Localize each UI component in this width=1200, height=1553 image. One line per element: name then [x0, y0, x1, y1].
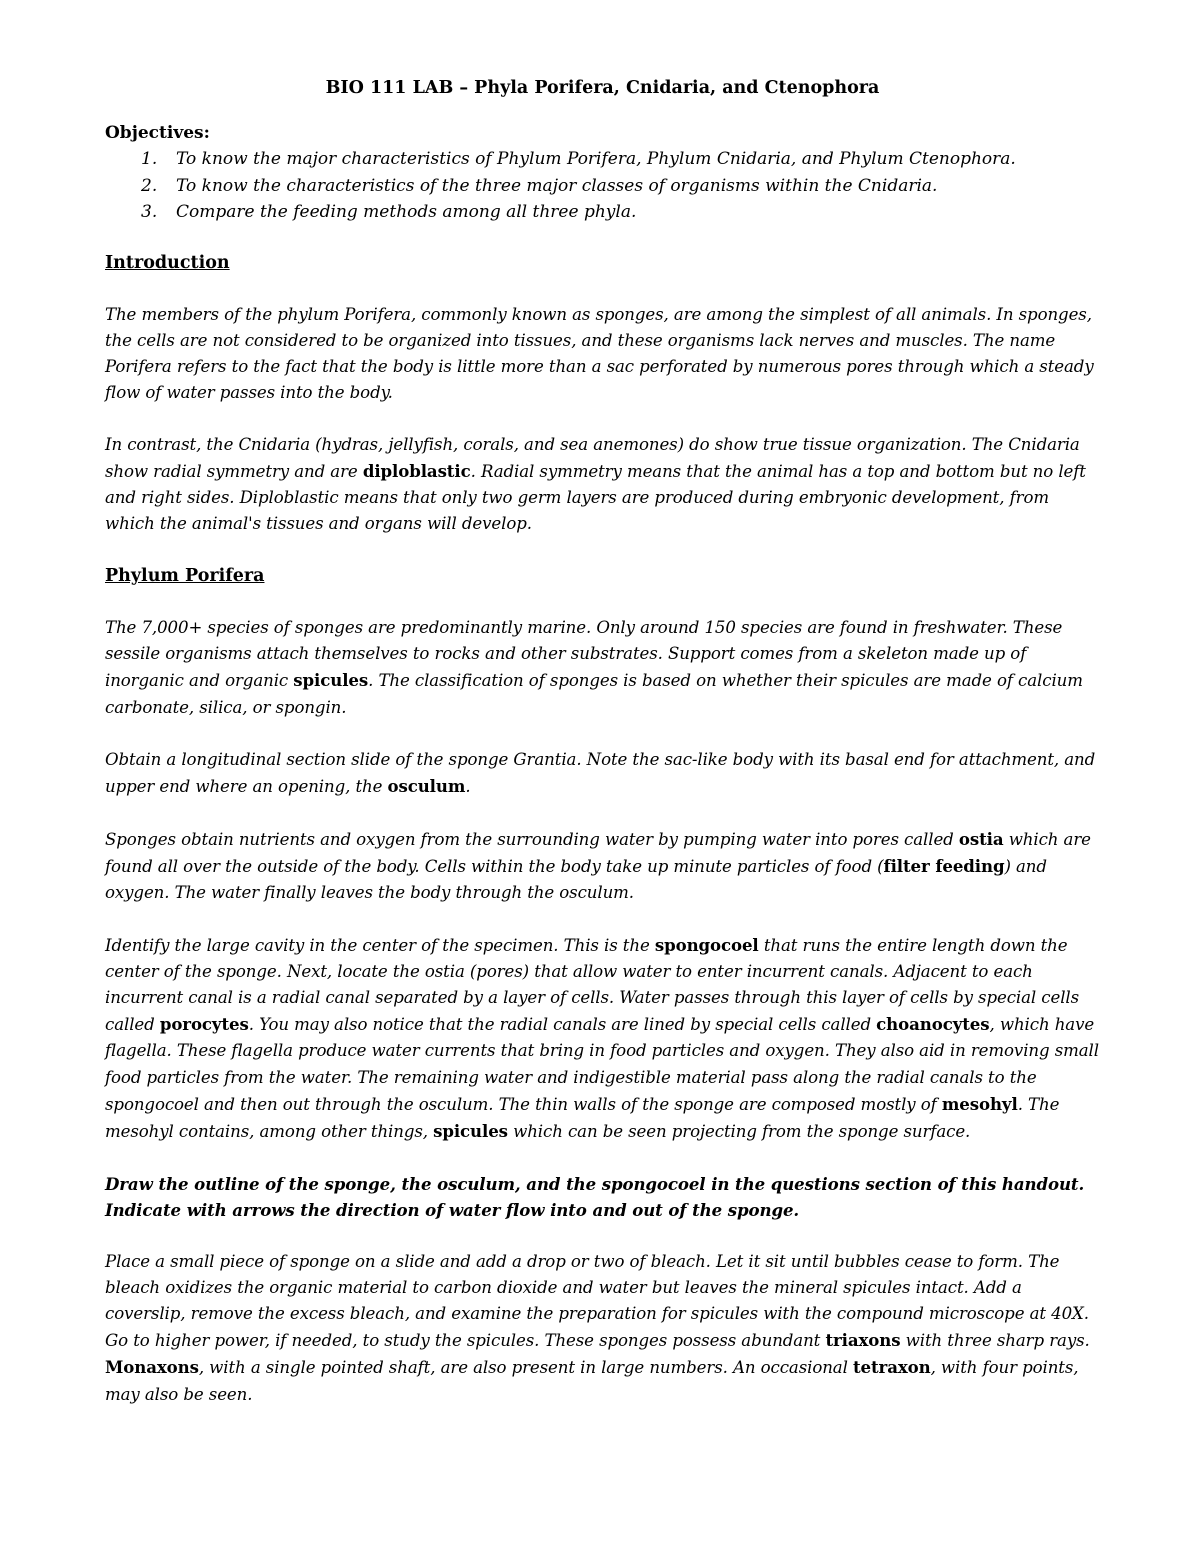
objectives-list [105, 146, 1100, 226]
objective-text: Compare the feeding methods among all three phyla. [176, 202, 637, 222]
key-term: choanocytes [876, 1014, 990, 1035]
text-run: , which have flagella. These flagella produce water currents that bring in food particles and oxygen. They also aid in removing small food particles from the water. The remaining water and indigestible material pass along the radial canals to the spongocoel and then out through the osculum. The thin walls of the sponge are composed mostly of [105, 1015, 1099, 1114]
objective-item [105, 199, 1100, 226]
key-term: diploblastic [362, 460, 471, 481]
objective-item [105, 173, 1100, 200]
intro-paragraph-1: The members of the phylum Porifera, commonly known as sponges, are among the simplest of all animals. In sponges, the cells are not considered to be organized into tissues, and these organisms lack nerves and muscles. The name Porifera refers to the fact that the body is little more than a sac perforated by numerous pores through which a steady flow of water passes into the body. [105, 304, 1094, 402]
key-term: spongocoel [654, 935, 759, 956]
key-term: triaxons [825, 1330, 901, 1351]
key-term: tetraxon [852, 1357, 931, 1378]
porifera-paragraph-3 [105, 826, 1100, 906]
text-run: , with a single pointed shaft, are also present in large numbers. An occasional [198, 1358, 853, 1378]
text-run: which can be seen projecting from the sponge surface. [507, 1121, 971, 1141]
text-run: . The mesohyl contains, among other things, [105, 1094, 1060, 1141]
text-run: ) and oxygen. The water finally leaves the body through the osculum. [105, 856, 1047, 902]
objectives-heading: Objectives: [105, 123, 210, 143]
intro-paragraph-2 [105, 432, 1100, 537]
objective-item [105, 146, 1100, 173]
objective-number: 3. [141, 202, 158, 222]
porifera-heading: Phylum Porifera [105, 566, 265, 587]
objective-number: 2. [141, 175, 158, 196]
text-run: The 7,000+ species of sponges are predominantly marine. Only around 150 species are found in freshwater. These sessile organisms attach themselves to rocks and other substrates. Support comes from a skeleton made up of inorganic and organic [105, 618, 1063, 691]
text-run: that runs the entire length down the center of the sponge. Next, locate the ostia (pores) that allow water to enter incurrent canals. Adjacent to each incurrent canal is a radial canal separated by a layer of cells. Water passes through this layer of cells by special cells called [105, 936, 1080, 1035]
key-term: spicules [433, 1120, 508, 1141]
text-run: . Radial symmetry means that the animal has a top and bottom but no left and right sides. Diploblastic means that only two germ layers are produced during embryonic development, from which the animal's tissues and organs will develop. [105, 461, 1086, 534]
porifera-paragraph-2 [105, 747, 1100, 800]
key-term: Monaxons [105, 1357, 199, 1378]
text-run: , with four points, may also be seen. [105, 1358, 1079, 1404]
text-run: Place a small piece of sponge on a slide and add a drop or two of bleach. Let it sit until bubbles cease to form. The bleach oxidizes the organic material to carbon dioxide and water but leaves the mineral spicules intact. Add a coverslip, remove the excess bleach, and examine the preparation for spicules with the compound microscope at 40X. Go to higher power, if needed, to study the spicules. These sponges possess abundant [105, 1252, 1089, 1351]
key-term: mesohyl [941, 1093, 1018, 1114]
text-run: Obtain a longitudinal section slide of the sponge Grantia. Note the sac-like body with its basal end for attachment, and upper end where an opening, the [105, 749, 1096, 796]
key-term: spicules [293, 670, 369, 691]
porifera-paragraph-1 [105, 615, 1100, 720]
objective-text: To know the major characteristics of Phylum Porifera, Phylum Cnidaria, and Phylum Ctenophora. [176, 149, 1016, 169]
text-run: with three sharp rays. [900, 1331, 1090, 1351]
text-run: . The classification of sponges is based on whether their spicules are made of calcium carbonate, silica, or spongin. [105, 671, 1083, 717]
objective-text: To know the characteristics of the three major classes of organisms within the Cnidaria. [176, 175, 938, 196]
text-run: In contrast, the Cnidaria (hydras, jellyfish, corals, and sea anemones) do show true tissue organization. The Cnidaria show radial symmetry and are [105, 434, 1080, 481]
text-run: Identify the large cavity in the center of the specimen. This is the [105, 936, 655, 956]
document-title: BIO 111 LAB – Phyla Porifera, Cnidaria, and Ctenophora [325, 78, 880, 98]
introduction-heading: Introduction [105, 252, 230, 273]
text-run: . You may also notice that the radial canals are lined by special cells called [248, 1015, 877, 1035]
key-term: osculum [387, 775, 466, 796]
objective-number: 1. [141, 149, 158, 169]
key-term: ostia [958, 828, 1004, 849]
text-run: . [465, 776, 471, 796]
key-term: porocytes [159, 1014, 249, 1035]
porifera-paragraph-5 [105, 1249, 1100, 1408]
text-run: Sponges obtain nutrients and oxygen from the surrounding water by pumping water into pores called [105, 829, 959, 849]
key-term: filter feeding [883, 855, 1005, 876]
draw-instruction: Draw the outline of the sponge, the osculum, and the spongocoel in the questions section of this handout. Indicate with arrows the direction of water flow into and out of the sponge. [105, 1173, 1085, 1220]
text-run: which are found all over the outside of the body. Cells within the body take up minute particles of food ( [105, 829, 1091, 876]
porifera-paragraph-4 [105, 932, 1100, 1145]
